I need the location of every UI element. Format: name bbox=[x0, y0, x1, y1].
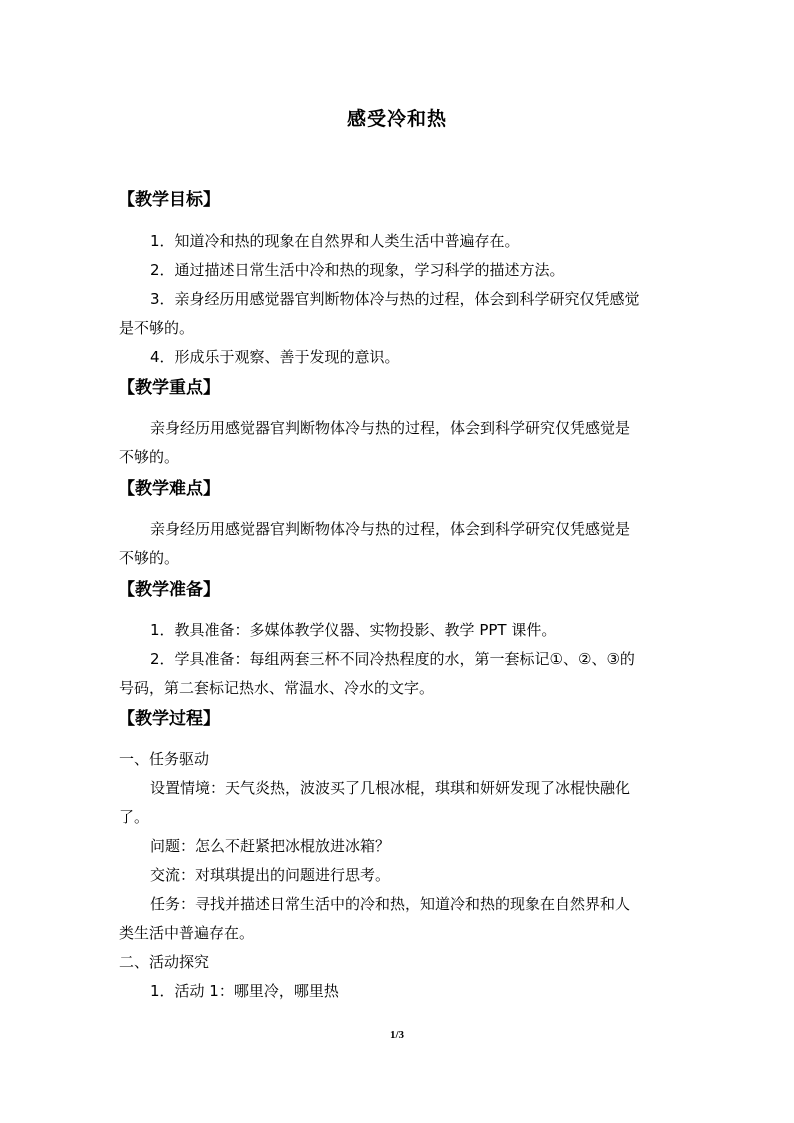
process-line-scenario: 设置情境：天气炎热，波波买了几根冰棍，琪琪和妍妍发现了冰棍快融化 bbox=[150, 779, 631, 797]
goal-item-3-continued: 是不够的。 bbox=[119, 319, 195, 337]
section-heading-difficulties: 【教学难点】 bbox=[118, 479, 220, 499]
section-heading-preparation: 【教学准备】 bbox=[118, 580, 220, 600]
process-line-question: 问题：怎么不赶紧把冰棍放进冰箱？ bbox=[150, 837, 391, 855]
process-subheading-1: 一、任务驱动 bbox=[119, 750, 210, 768]
difficulties-line-2: 不够的。 bbox=[119, 549, 180, 567]
preparation-line-2: 2．学具准备：每组两套三杯不同冷热程度的水，第一套标记①、②、③的 bbox=[150, 650, 635, 668]
goal-item-3: 3．亲身经历用感觉器官判断物体冷与热的过程，体会到科学研究仅凭感觉 bbox=[150, 290, 640, 308]
process-subheading-2: 二、活动探究 bbox=[119, 953, 210, 971]
process-line-task: 任务：寻找并描述日常生活中的冷和热，知道冷和热的现象在自然界和人 bbox=[150, 895, 631, 913]
preparation-line-3: 号码，第二套标记热水、常温水、冷水的文字。 bbox=[119, 679, 435, 697]
goal-item-2: 2．通过描述日常生活中冷和热的现象，学习科学的描述方法。 bbox=[150, 261, 565, 279]
key-points-line-2: 不够的。 bbox=[119, 448, 180, 466]
section-heading-goals: 【教学目标】 bbox=[118, 190, 220, 210]
goal-item-1: 1．知道冷和热的现象在自然界和人类生活中普遍存在。 bbox=[150, 232, 520, 250]
process-activity-1: 1．活动 1：哪里冷，哪里热 bbox=[150, 982, 339, 1000]
process-line-discussion: 交流：对琪琪提出的问题进行思考。 bbox=[150, 866, 391, 884]
process-line-task-continued: 类生活中普遍存在。 bbox=[119, 924, 255, 942]
key-points-line-1: 亲身经历用感觉器官判断物体冷与热的过程，体会到科学研究仅凭感觉是 bbox=[150, 419, 631, 437]
goal-item-4: 4．形成乐于观察、善于发现的意识。 bbox=[150, 348, 400, 366]
page-title: 感受冷和热 bbox=[346, 108, 447, 130]
process-line-scenario-continued: 了。 bbox=[119, 808, 150, 826]
section-heading-key-points: 【教学重点】 bbox=[118, 378, 220, 398]
page-number: 1/3 bbox=[389, 1029, 405, 1041]
section-heading-process: 【教学过程】 bbox=[118, 709, 220, 729]
preparation-line-1: 1．教具准备：多媒体教学仪器、实物投影、教学 PPT 课件。 bbox=[150, 621, 557, 639]
difficulties-line-1: 亲身经历用感觉器官判断物体冷与热的过程，体会到科学研究仅凭感觉是 bbox=[150, 520, 631, 538]
